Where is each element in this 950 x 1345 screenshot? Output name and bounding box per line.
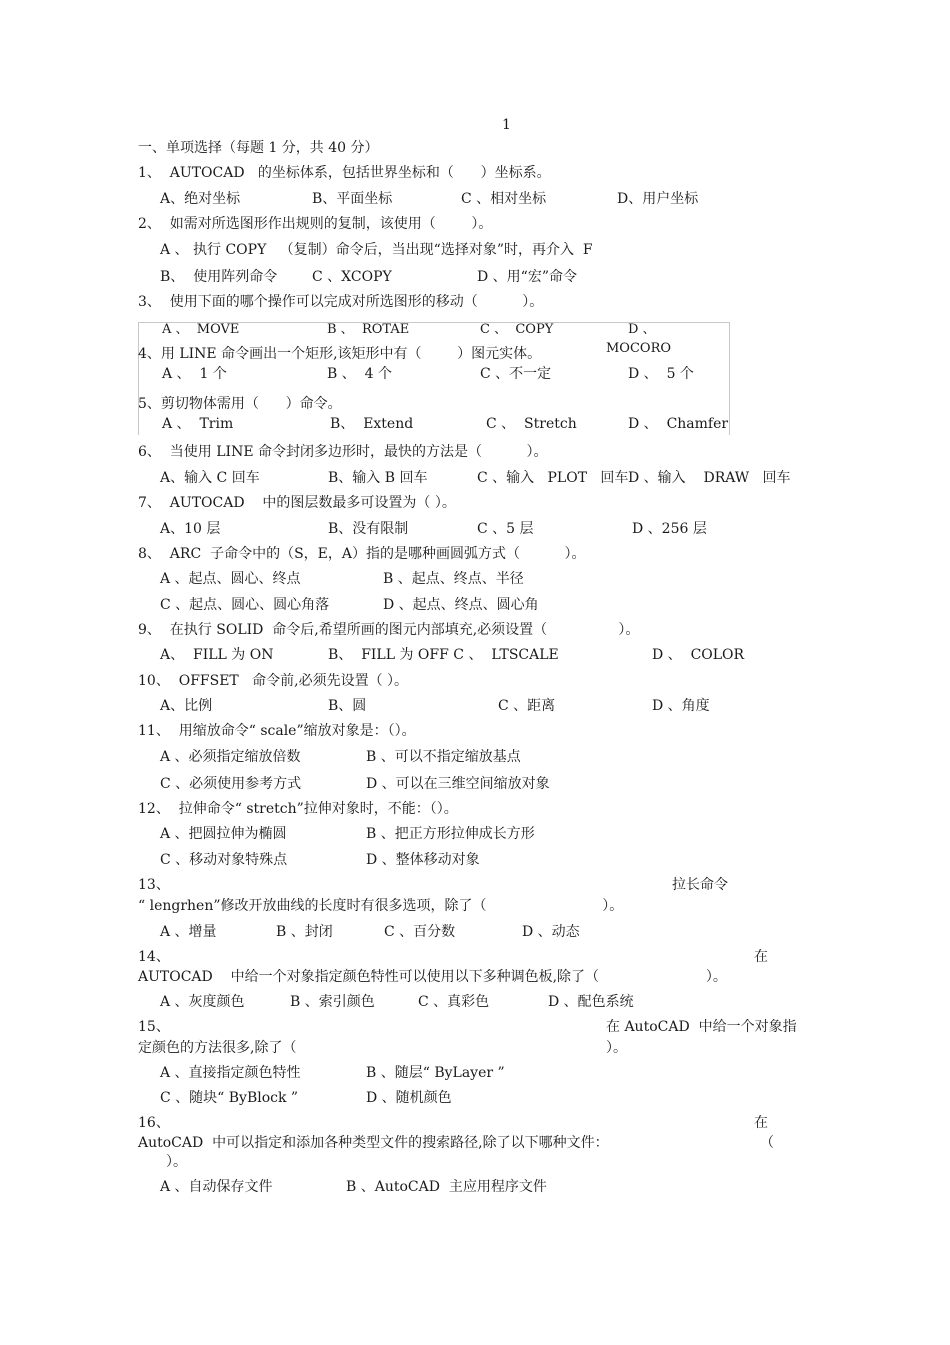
option-a: A、输入 C 回车 (160, 470, 260, 486)
option-d: D 、角度 (652, 698, 710, 714)
section-title: 一、单项选择（每题 1 分，共 40 分） (138, 140, 379, 156)
question-stem-right: 在 (754, 1115, 768, 1131)
option-a: A 、必须指定缩放倍数 (160, 749, 301, 765)
question-number: 13、 (138, 877, 170, 893)
option-c: C 、必须使用参考方式 (160, 776, 302, 792)
page-number: 1 (502, 117, 511, 133)
question-stem: 12、 拉伸命令“ stretch”拉伸对象时，不能：（）。 (138, 801, 458, 817)
option-a: A 、起点、圆心、终点 (160, 571, 301, 587)
option-b: B 、索引颜色 (290, 994, 375, 1010)
option-d-text: MOCORO (606, 341, 672, 356)
option-a: A 、增量 (160, 924, 217, 940)
question-stem: AutoCAD 中可以指定和添加各种类型文件的搜索路径,除了以下哪种文件： (138, 1135, 609, 1151)
option-a: A 、灰度颜色 (160, 994, 245, 1010)
question-stem: 1、 AUTOCAD 的坐标体系，包括世界坐标和（ ）坐标系。 (138, 165, 551, 181)
option-a: A 、自动保存文件 (160, 1179, 273, 1195)
question-number: 15、 (138, 1019, 170, 1035)
option-c: C 、XCOPY (312, 269, 392, 285)
question-stem: 7、 AUTOCAD 中的图层数最多可设置为（ ）。 (138, 495, 456, 511)
question-stem: AUTOCAD 中给一个对象指定颜色特性可以使用以下多种调色板,除了（ ）。 (138, 969, 727, 985)
option-b: B、 Extend (330, 416, 414, 432)
question-stem: 5、剪切物体需用（ ）命令。 (138, 396, 342, 412)
option-d: D 、整体移动对象 (366, 852, 480, 868)
option-d: D 、动态 (522, 924, 580, 940)
option-d: D 、256 层 (632, 521, 707, 537)
option-b: B 、起点、终点、半径 (383, 571, 524, 587)
question-stem: 4、用 LINE 命令画出一个矩形,该矩形中有（ ）图元实体。 (138, 346, 542, 362)
option-d: D 、配色系统 (548, 994, 634, 1010)
option-d: D 、起点、终点、圆心角 (383, 597, 539, 613)
option-a: A、10 层 (160, 521, 221, 537)
option-b: B 、 ROTAE (327, 322, 410, 337)
question-stem: 10、 OFFSET 命令前,必须先设置（ ）。 (138, 673, 409, 689)
option-a: A、绝对坐标 (160, 191, 241, 207)
question-stem-end: ）。 (606, 1040, 627, 1056)
option-d: D、用户坐标 (617, 191, 699, 207)
option-d: D 、 5 个 (628, 366, 694, 382)
option-c: C 、移动对象特殊点 (160, 852, 288, 868)
option-a: A 、 执行 COPY （复制）命令后，当出现“选择对象”时，再介入 F (160, 242, 593, 258)
option-c: C 、5 层 (477, 521, 534, 537)
option-b: B 、封闭 (276, 924, 333, 940)
option-d: D 、可以在三维空间缩放对象 (366, 776, 550, 792)
option-b: B、 使用阵列命令 (160, 269, 278, 285)
question-stem-right: 在 (754, 949, 768, 965)
question-stem-end: ）。 (166, 1154, 187, 1170)
option-c: C 、起点、圆心、圆心角落 (160, 597, 330, 613)
option-a: A 、直接指定颜色特性 (160, 1065, 301, 1081)
question-stem: 9、 在执行 SOLID 命令后,希望所画的图元内部填充,必须设置（ ）。 (138, 622, 640, 638)
question-stem-paren: （ (760, 1135, 774, 1151)
option-b: B、没有限制 (328, 521, 409, 537)
option-c: C 、输入 PLOT 回车 (477, 470, 629, 486)
option-c: C 、不一定 (480, 366, 552, 382)
option-a: A 、 MOVE (162, 322, 240, 337)
question-stem: 6、 当使用 LINE 命令封闭多边形时，最快的方法是（ ）。 (138, 444, 548, 460)
question-stem: 定颜色的方法很多,除了（ (138, 1040, 297, 1056)
question-stem: 2、 如需对所选图形作出规则的复制，该使用（ ）。 (138, 216, 493, 232)
option-bc: B、 FILL 为 OFF C 、 LTSCALE (328, 647, 559, 663)
option-d: D 、 (628, 322, 656, 337)
question-stem-right: 在 AutoCAD 中给一个对象指 (606, 1019, 797, 1035)
option-d: D 、 COLOR (652, 647, 745, 663)
option-a: A 、 1 个 (162, 366, 227, 382)
question-stem: 11、 用缩放命令“ scale”缩放对象是：（）。 (138, 723, 416, 739)
question-stem-right: 拉长命令 (672, 877, 728, 893)
option-c: C 、真彩色 (418, 994, 490, 1010)
option-a: A 、 Trim (162, 416, 234, 432)
question-number: 16、 (138, 1115, 170, 1131)
option-c: C 、百分数 (384, 924, 456, 940)
option-d: D 、用“宏”命令 (477, 269, 577, 285)
option-b: B、输入 B 回车 (328, 470, 428, 486)
option-c: C 、距离 (498, 698, 556, 714)
question-number: 14、 (138, 949, 170, 965)
option-d: D 、随机颜色 (366, 1090, 452, 1106)
option-c: C 、相对坐标 (461, 191, 547, 207)
question-stem: “ lengrhen”修改开放曲线的长度时有很多选项，除了（ ）。 (138, 898, 624, 914)
option-a: A 、把圆拉伸为椭圆 (160, 826, 287, 842)
option-b: B、平面坐标 (312, 191, 393, 207)
option-b: B 、把正方形拉伸成长方形 (366, 826, 535, 842)
option-c: C 、 Stretch (486, 416, 577, 432)
option-a: A、比例 (160, 698, 213, 714)
option-c: C 、随块“ ByBlock ” (160, 1090, 299, 1106)
option-b: B 、AutoCAD 主应用程序文件 (346, 1179, 547, 1195)
question-stem: 3、 使用下面的哪个操作可以完成对所选图形的移动（ ）。 (138, 294, 544, 310)
option-b: B 、可以不指定缩放基点 (366, 749, 521, 765)
option-d: D 、输入 DRAW 回车 (628, 470, 791, 486)
option-a: A、 FILL 为 ON (160, 647, 274, 663)
option-b: B 、随层“ ByLayer ” (366, 1065, 505, 1081)
option-b: B、圆 (328, 698, 367, 714)
option-d: D 、 Chamfer (628, 416, 729, 432)
option-b: B 、 4 个 (327, 366, 392, 382)
question-stem: 8、 ARC 子命令中的（S，E，A）指的是哪种画圆弧方式（ ）。 (138, 546, 586, 562)
option-c: C 、 COPY (480, 322, 554, 337)
